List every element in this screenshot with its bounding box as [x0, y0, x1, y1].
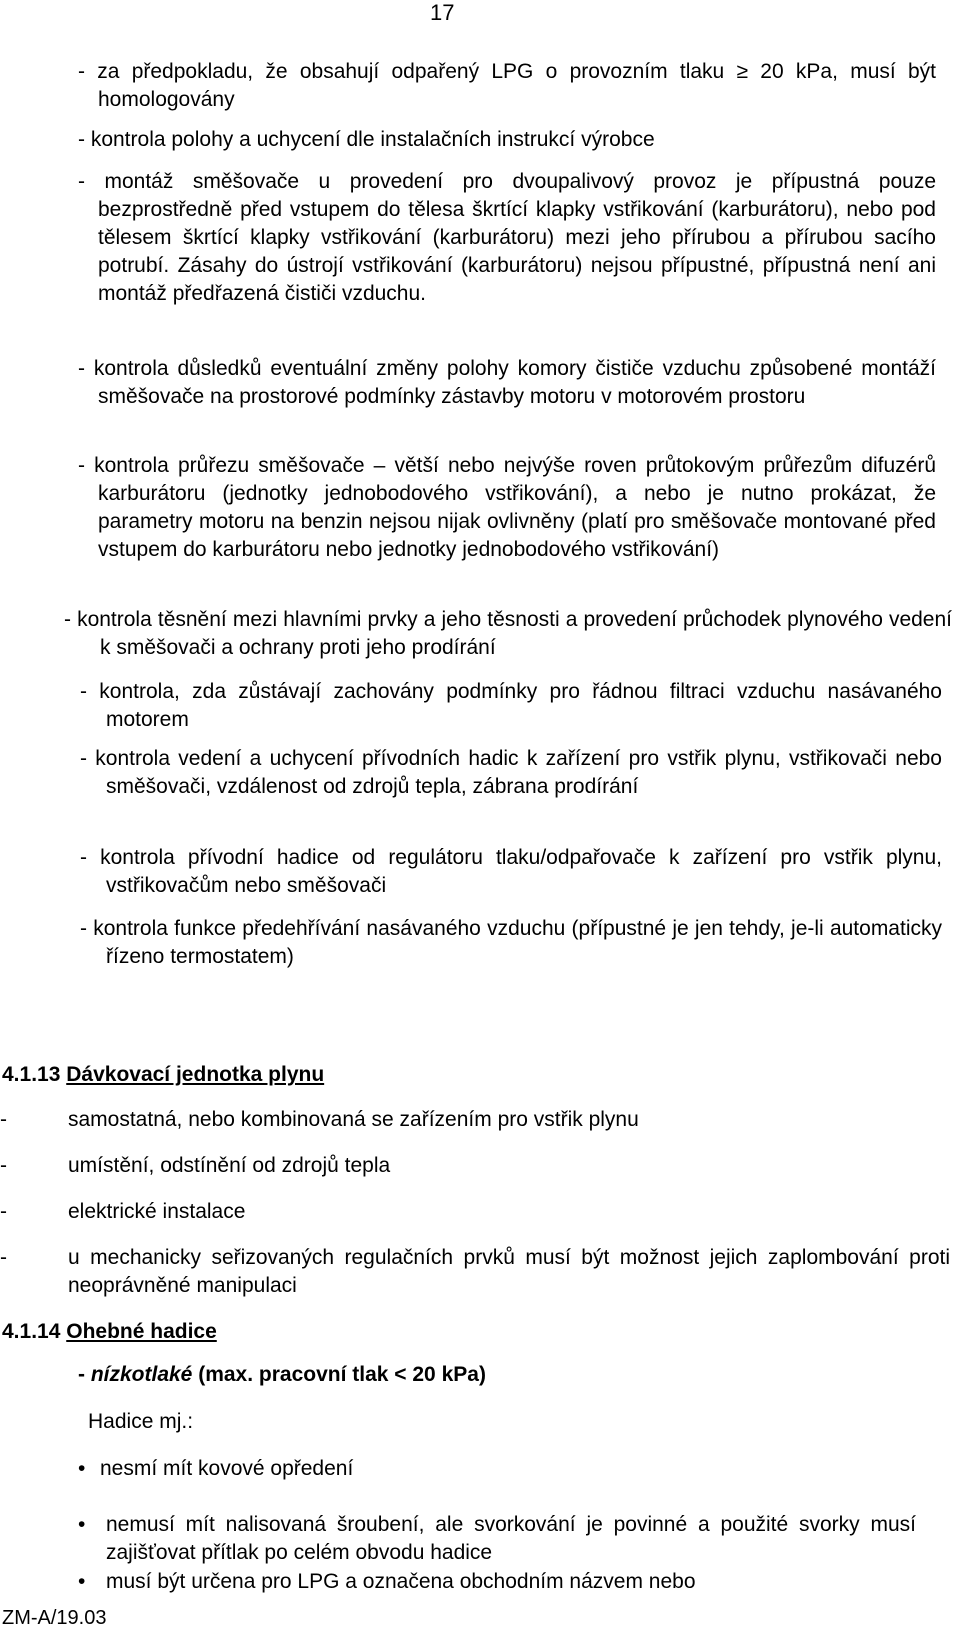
section-number: 4.1.14: [2, 1320, 61, 1343]
bullet-icon: •: [78, 1513, 86, 1536]
list-item: - kontrola funkce předehřívání nasávaného vzduchu (přípustné je jen tehdy, je-li automaticky řízeno termostatem): [80, 917, 942, 968]
footer-code: ZM-A/19.03: [2, 1607, 107, 1629]
list-item: - kontrola, zda zůstávají zachovány podmínky pro řádnou filtraci vzduchu nasávaného motorem: [80, 680, 942, 731]
page-number: 17: [430, 0, 455, 25]
list-item: [0, 1244, 950, 1300]
bullet-icon: •: [78, 1570, 86, 1593]
dash: -: [0, 1154, 7, 1177]
list-item-text: umístění, odstínění od zdrojů tepla: [68, 1154, 391, 1177]
list-item: - kontrola těsnění mezi hlavními prvky a jeho těsnosti a provedení průchodek plynového vedení k směšovači a ochrany proti jeho prodírání: [64, 608, 952, 659]
italic-term: nízkotlaké: [90, 1363, 193, 1386]
list-item: - kontrola polohy a uchycení dle instalačních instrukcí výrobce: [78, 128, 655, 151]
dash: -: [0, 1200, 7, 1223]
section-title: Dávkovací jednotka plynu: [66, 1063, 325, 1086]
list-item-text: samostatná, nebo kombinovaná se zařízením pro vstřik plynu: [68, 1108, 639, 1131]
section-number: 4.1.13: [2, 1063, 61, 1086]
list-item-text: elektrické instalace: [68, 1200, 246, 1223]
list-item-text: u mechanicky seřizovaných regulačních prvků musí být možnost jejich zaplombování proti neoprávněné manipulaci: [68, 1246, 950, 1297]
section-title: Ohebné hadice: [66, 1320, 217, 1343]
bullet-item: [78, 1455, 916, 1483]
bullet-item: [78, 1568, 916, 1596]
list-item: - montáž směšovače u provedení pro dvoupalivový provoz je přípustná pouze bezprostředně před vstupem do tělesa škrtící klapky vstřikování (karburátoru), nebo pod tělesem škrtící klapky vstřikování (karburátoru) mezi jeho přírubou a přírubou sacího potrubí. Zásahy do ústrojí vstřikování (karburátoru) nejsou přípustné, přípustná není ani montáž předřazená čističi vzduchu.: [78, 170, 936, 305]
list-item: - kontrola přívodní hadice od regulátoru tlaku/odpařovače k zařízení pro vstřik plynu, vstřikovačům nebo směšovači: [80, 846, 942, 897]
bullet-icon: •: [78, 1457, 86, 1480]
list-item: - kontrola vedení a uchycení přívodních hadic k zařízení pro vstřik plynu, vstřikovači nebo směšovači, vzdálenost od zdrojů tepla, zábrana prodírání: [80, 747, 942, 798]
dash: -: [0, 1246, 7, 1269]
dash: -: [0, 1108, 7, 1131]
list-item: [0, 1152, 950, 1180]
bullet-item: [78, 1511, 916, 1567]
list-item: - za předpokladu, že obsahují odpařený LPG o provozním tlaku ≥ 20 kPa, musí být homologovány: [78, 60, 936, 111]
list-item: - kontrola důsledků eventuální změny polohy komory čističe vzduchu způsobené montáží směšovače na prostorové podmínky zástavby motoru v motorovém prostoru: [78, 357, 936, 408]
section-heading-4-1-14: [2, 1318, 217, 1346]
bullet-text: nemusí mít nalisovaná šroubení, ale svorkování je povinné a použité svorky musí zajišťovat přítlak po celém obvodu hadice: [106, 1513, 916, 1564]
bullet-text: nesmí mít kovové opředení: [100, 1457, 354, 1480]
list-item: [0, 1106, 950, 1134]
list-item: [0, 1198, 950, 1226]
bullet-text: musí být určena pro LPG a označena obchodním názvem nebo: [106, 1570, 696, 1593]
section-heading-4-1-13: [2, 1061, 324, 1089]
subheading-rest: (max. pracovní tlak < 20 kPa): [192, 1363, 486, 1386]
dash: -: [78, 1363, 91, 1386]
hadice-intro: Hadice mj.:: [88, 1410, 194, 1433]
list-item: - kontrola průřezu směšovače – větší nebo nejvýše roven průtokovým průřezům difuzérů karburátoru (jednotky jednobodového vstřikování), a nebo je nutno prokázat, že parametry motoru na benzin nejsou nijak ovlivněny (platí pro směšovače montované před vstupem do karburátoru nebo jednotky jednobodového vstřikování): [78, 454, 936, 561]
subheading-low-pressure: [78, 1361, 486, 1389]
